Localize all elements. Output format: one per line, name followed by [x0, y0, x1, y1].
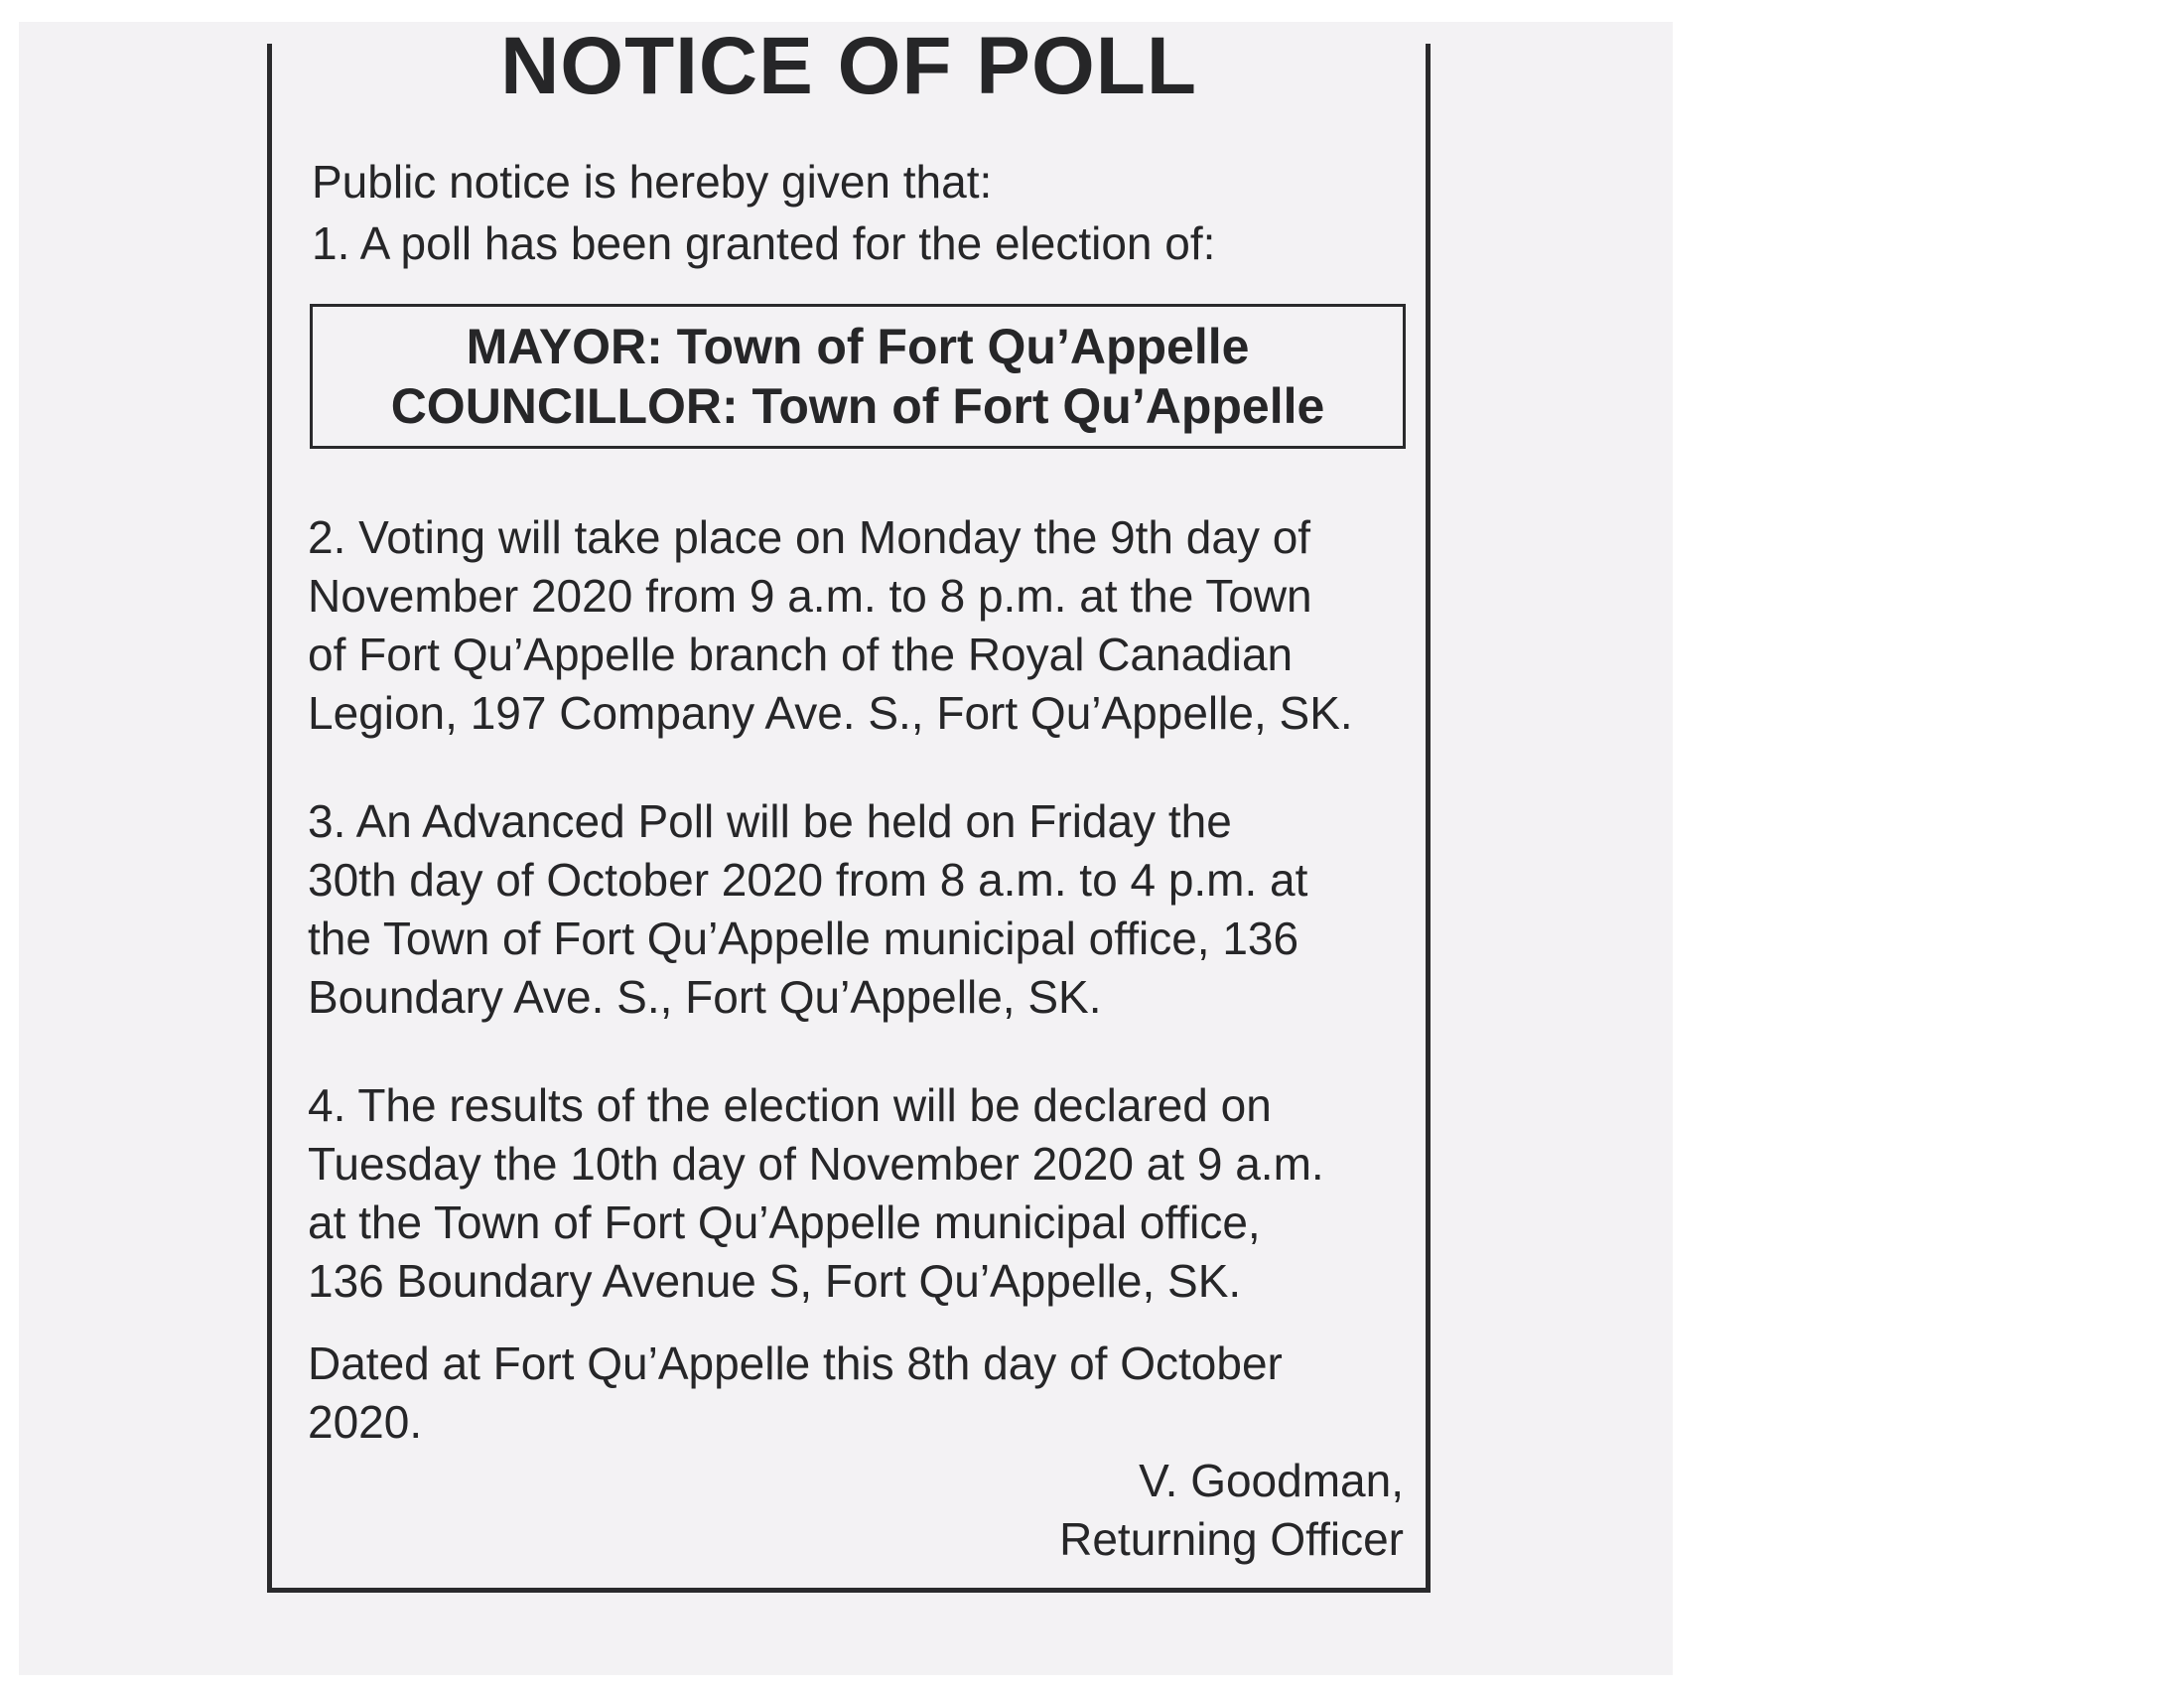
item-1-text: 1. A poll has been granted for the election of: — [312, 217, 1216, 269]
item-2-voting-details: 2. Voting will take place on Monday the 9th day of November 2020 from 9 a.m. to 8 p.m. at the Town of Fort Qu’Appelle branch of the Royal Canadian Legion, 197 Company Ave. S., Fort Qu’Appelle, SK. — [308, 511, 1353, 739]
intro-text — [312, 151, 1215, 274]
office-councillor: COUNCILLOR: Town of Fort Qu’Appelle — [390, 378, 1325, 434]
notice-of-poll — [267, 21, 1431, 1593]
intro-line: Public notice is hereby given that: — [312, 156, 993, 208]
scanned-page — [19, 22, 1673, 1675]
office-mayor: MAYOR: Town of Fort Qu’Appelle — [466, 319, 1250, 374]
dated-line: Dated at Fort Qu’Appelle this 8th day of October 2020. — [308, 1337, 1283, 1448]
offices-box — [310, 304, 1406, 449]
signatory-title: Returning Officer — [1059, 1513, 1404, 1565]
item-3-advanced-poll: 3. An Advanced Poll will be held on Friday the 30th day of October 2020 from 8 a.m. to 4 p.m. at the Town of Fort Qu’Appelle municipal office, 136 Boundary Ave. S., Fort Qu’Appelle, SK. — [308, 795, 1308, 1023]
notice-title: NOTICE OF POLL — [500, 21, 1197, 111]
item-4-results-declaration: 4. The results of the election will be declared on Tuesday the 10th day of November 2020 at 9 a.m. at the Town of Fort Qu’Appelle municipal office, 136 Boundary Avenue S, Fort Qu’Appelle, SK. — [308, 1079, 1324, 1307]
signature-block — [1059, 1452, 1404, 1569]
signatory-name: V. Goodman, — [1139, 1455, 1404, 1506]
